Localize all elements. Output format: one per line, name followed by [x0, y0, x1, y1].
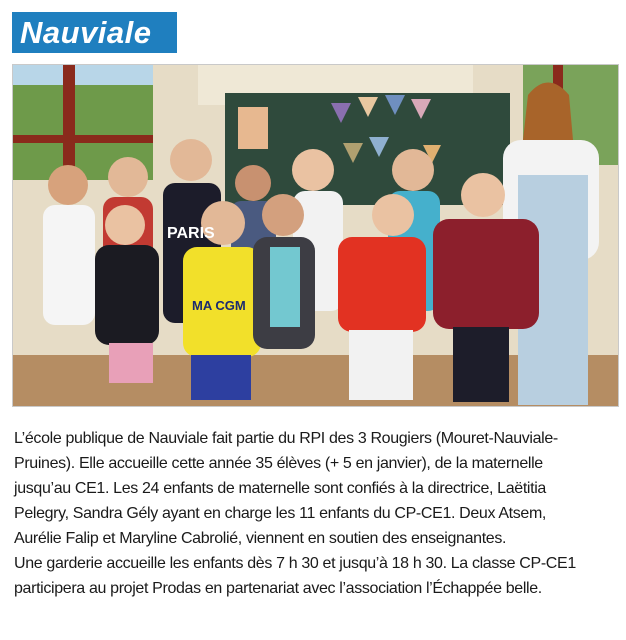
caption-line: jusqu’au CE1. Les 24 enfants de maternelle sont confiés à la directrice, Laëtitia [14, 480, 546, 497]
caption-line: Pelegry, Sandra Gély ayant en charge les 11 enfants du CP-CE1. Deux Atsem, [14, 505, 547, 522]
caption-line: L’école publique de Nauviale fait partie du RPI des 3 Rougiers (Mouret-Nauviale- [14, 430, 558, 447]
shirt-text-macgm: MA CGM [192, 298, 246, 313]
group-photo [12, 64, 619, 407]
section-title: Nauviale [20, 14, 152, 50]
section-header [12, 12, 177, 53]
article-caption [14, 426, 616, 601]
caption-line: Aurélie Falip et Maryline Cabrolié, viennent en soutien des enseignantes. [14, 530, 507, 547]
caption-line: participera au projet Prodas en partenariat avec l’association l’Échappée belle. [14, 580, 542, 597]
poster [238, 107, 268, 149]
caption-line: Une garderie accueille les enfants dès 7 h 30 et jusqu’à 18 h 30. La classe CP-CE1 [14, 555, 576, 572]
shirt-text-paris: PARIS [167, 225, 215, 242]
caption-line: Pruines). Elle accueille cette année 35 élèves (+ 5 en janvier), de la maternelle [14, 455, 543, 472]
group-photo-illustration [13, 65, 618, 406]
